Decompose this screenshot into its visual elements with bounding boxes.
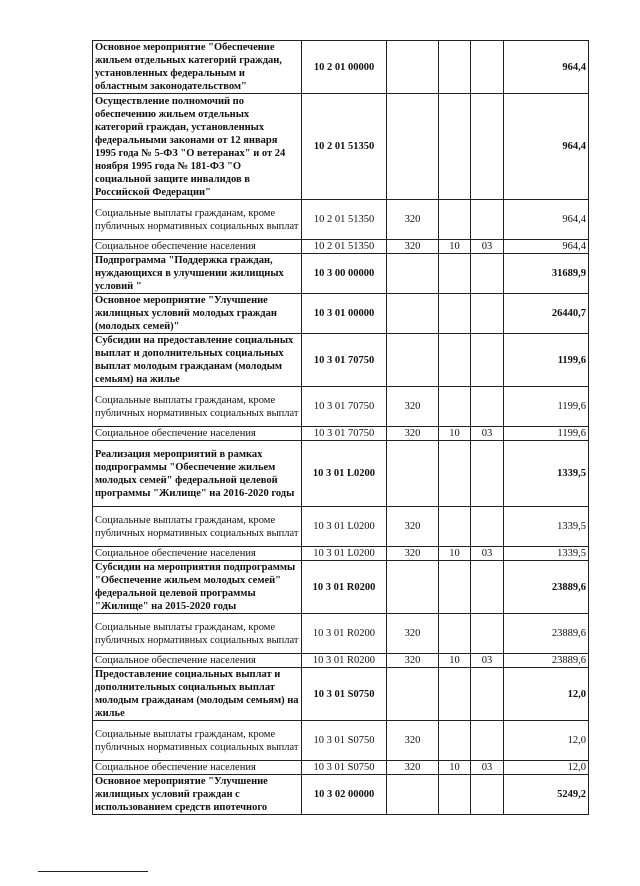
budget-table — [92, 40, 589, 815]
row-amount: 964,4 — [504, 41, 589, 94]
row-target-code: 10 3 01 L0200 — [302, 507, 387, 547]
row-amount: 26440,7 — [504, 294, 589, 334]
row-target-code: 10 3 01 R0200 — [302, 654, 387, 668]
row-expense-type — [387, 94, 439, 200]
row-target-code: 10 2 01 51350 — [302, 94, 387, 200]
row-subsection — [471, 294, 504, 334]
row-expense-type — [387, 334, 439, 387]
row-section — [439, 200, 471, 240]
row-expense-type — [387, 254, 439, 294]
row-name: Реализация мероприятий в рамках подпрограммы "Обеспечение жильем молодых семей" федеральной целевой программы "Жилище" на 2016-2020 годы — [93, 441, 302, 507]
table-row — [93, 200, 589, 240]
row-target-code: 10 2 01 51350 — [302, 240, 387, 254]
row-amount: 1199,6 — [504, 387, 589, 427]
row-target-code: 10 3 01 70750 — [302, 387, 387, 427]
table-row — [93, 441, 589, 507]
row-target-code: 10 3 01 00000 — [302, 294, 387, 334]
row-amount: 12,0 — [504, 761, 589, 775]
row-name: Предоставление социальных выплат и дополнительных социальных выплат молодым гражданам (молодым семьям) на жилье — [93, 668, 302, 721]
row-name: Социальные выплаты гражданам, кроме публичных нормативных социальных выплат — [93, 614, 302, 654]
row-subsection — [471, 721, 504, 761]
row-subsection — [471, 254, 504, 294]
row-name: Социальные выплаты гражданам, кроме публичных нормативных социальных выплат — [93, 507, 302, 547]
row-subsection: 03 — [471, 240, 504, 254]
row-subsection — [471, 561, 504, 614]
table-row — [93, 654, 589, 668]
row-expense-type: 320 — [387, 761, 439, 775]
row-expense-type: 320 — [387, 654, 439, 668]
row-amount: 31689,9 — [504, 254, 589, 294]
row-subsection — [471, 507, 504, 547]
row-section: 10 — [439, 547, 471, 561]
table-row — [93, 561, 589, 614]
table-row — [93, 547, 589, 561]
row-amount: 1199,6 — [504, 334, 589, 387]
row-subsection — [471, 334, 504, 387]
row-section — [439, 561, 471, 614]
row-name: Основное мероприятие "Улучшение жилищных условий молодых граждан (молодых семей)" — [93, 294, 302, 334]
row-amount: 1199,6 — [504, 427, 589, 441]
row-name: Основное мероприятие "Улучшение жилищных условий граждан с использованием средств ипотечного — [93, 775, 302, 815]
row-subsection — [471, 200, 504, 240]
row-section: 10 — [439, 654, 471, 668]
row-subsection — [471, 441, 504, 507]
row-amount: 1339,5 — [504, 547, 589, 561]
row-expense-type — [387, 441, 439, 507]
row-section — [439, 94, 471, 200]
row-section — [439, 41, 471, 94]
row-target-code: 10 3 01 L0200 — [302, 441, 387, 507]
row-section — [439, 294, 471, 334]
table-row — [93, 240, 589, 254]
table-row — [93, 387, 589, 427]
table-row — [93, 614, 589, 654]
row-expense-type: 320 — [387, 387, 439, 427]
table-row — [93, 721, 589, 761]
row-section: 10 — [439, 427, 471, 441]
row-amount: 23889,6 — [504, 561, 589, 614]
row-subsection — [471, 775, 504, 815]
row-target-code: 10 3 01 R0200 — [302, 561, 387, 614]
row-subsection — [471, 94, 504, 200]
row-subsection — [471, 614, 504, 654]
row-subsection: 03 — [471, 761, 504, 775]
row-section: 10 — [439, 761, 471, 775]
row-expense-type — [387, 41, 439, 94]
table-row — [93, 507, 589, 547]
table-row — [93, 294, 589, 334]
table-row — [93, 254, 589, 294]
table-row — [93, 334, 589, 387]
row-expense-type: 320 — [387, 547, 439, 561]
row-section — [439, 254, 471, 294]
row-expense-type — [387, 561, 439, 614]
row-target-code: 10 3 01 R0200 — [302, 614, 387, 654]
row-name: Социальное обеспечение населения — [93, 654, 302, 668]
table-row — [93, 41, 589, 94]
row-subsection: 03 — [471, 547, 504, 561]
table-row — [93, 668, 589, 721]
row-expense-type: 320 — [387, 427, 439, 441]
row-amount: 964,4 — [504, 200, 589, 240]
row-name: Социальное обеспечение населения — [93, 761, 302, 775]
row-subsection — [471, 387, 504, 427]
row-target-code: 10 2 01 51350 — [302, 200, 387, 240]
row-name: Социальные выплаты гражданам, кроме публичных нормативных социальных выплат — [93, 200, 302, 240]
row-amount: 1339,5 — [504, 441, 589, 507]
row-amount: 12,0 — [504, 668, 589, 721]
row-name: Субсидии на предоставление социальных выплат и дополнительных социальных выплат молодым гражданам (молодым семьям) на жилье — [93, 334, 302, 387]
row-expense-type: 320 — [387, 721, 439, 761]
row-section — [439, 441, 471, 507]
row-section — [439, 721, 471, 761]
row-section — [439, 775, 471, 815]
row-expense-type: 320 — [387, 200, 439, 240]
row-amount: 23889,6 — [504, 654, 589, 668]
row-amount: 1339,5 — [504, 507, 589, 547]
table-row — [93, 761, 589, 775]
row-amount: 964,4 — [504, 240, 589, 254]
row-expense-type — [387, 775, 439, 815]
row-name: Социальные выплаты гражданам, кроме публичных нормативных социальных выплат — [93, 721, 302, 761]
row-expense-type — [387, 668, 439, 721]
table-row — [93, 94, 589, 200]
row-subsection: 03 — [471, 427, 504, 441]
row-amount: 5249,2 — [504, 775, 589, 815]
table-row — [93, 775, 589, 815]
row-expense-type: 320 — [387, 614, 439, 654]
row-section — [439, 507, 471, 547]
row-target-code: 10 3 01 S0750 — [302, 721, 387, 761]
row-subsection: 03 — [471, 654, 504, 668]
row-expense-type: 320 — [387, 507, 439, 547]
row-name: Субсидии на мероприятия подпрограммы "Обеспечение жильем молодых семей" федеральной целевой программы "Жилище" на 2015-2020 годы — [93, 561, 302, 614]
row-subsection — [471, 41, 504, 94]
row-target-code: 10 3 01 S0750 — [302, 761, 387, 775]
row-subsection — [471, 668, 504, 721]
row-target-code: 10 3 01 L0200 — [302, 547, 387, 561]
row-name: Социальные выплаты гражданам, кроме публичных нормативных социальных выплат — [93, 387, 302, 427]
row-section — [439, 668, 471, 721]
row-name: Осуществление полномочий по обеспечению жильем отдельных категорий граждан, установленных федеральными законами от 12 января 1995 года № 5-ФЗ "О ветеранах" и от 24 ноября 1995 года № 181-ФЗ "О социальной защите инвалидов в Российской Федерации" — [93, 94, 302, 200]
row-name: Основное мероприятие "Обеспечение жильем отдельных категорий граждан, установленных федеральным и областным законодательством" — [93, 41, 302, 94]
row-amount: 23889,6 — [504, 614, 589, 654]
row-target-code: 10 3 01 S0750 — [302, 668, 387, 721]
row-target-code: 10 3 02 00000 — [302, 775, 387, 815]
row-expense-type: 320 — [387, 240, 439, 254]
row-target-code: 10 2 01 00000 — [302, 41, 387, 94]
row-name: Социальное обеспечение населения — [93, 427, 302, 441]
row-section — [439, 614, 471, 654]
row-amount: 12,0 — [504, 721, 589, 761]
row-target-code: 10 3 00 00000 — [302, 254, 387, 294]
row-target-code: 10 3 01 70750 — [302, 334, 387, 387]
budget-table-body — [93, 41, 589, 815]
footnote-separator — [38, 871, 148, 872]
row-name: Подпрограмма "Поддержка граждан, нуждающихся в улучшении жилищных условий " — [93, 254, 302, 294]
row-name: Социальное обеспечение населения — [93, 547, 302, 561]
row-amount: 964,4 — [504, 94, 589, 200]
row-section: 10 — [439, 240, 471, 254]
table-row — [93, 427, 589, 441]
row-section — [439, 334, 471, 387]
row-name: Социальное обеспечение населения — [93, 240, 302, 254]
row-section — [439, 387, 471, 427]
row-target-code: 10 3 01 70750 — [302, 427, 387, 441]
row-expense-type — [387, 294, 439, 334]
